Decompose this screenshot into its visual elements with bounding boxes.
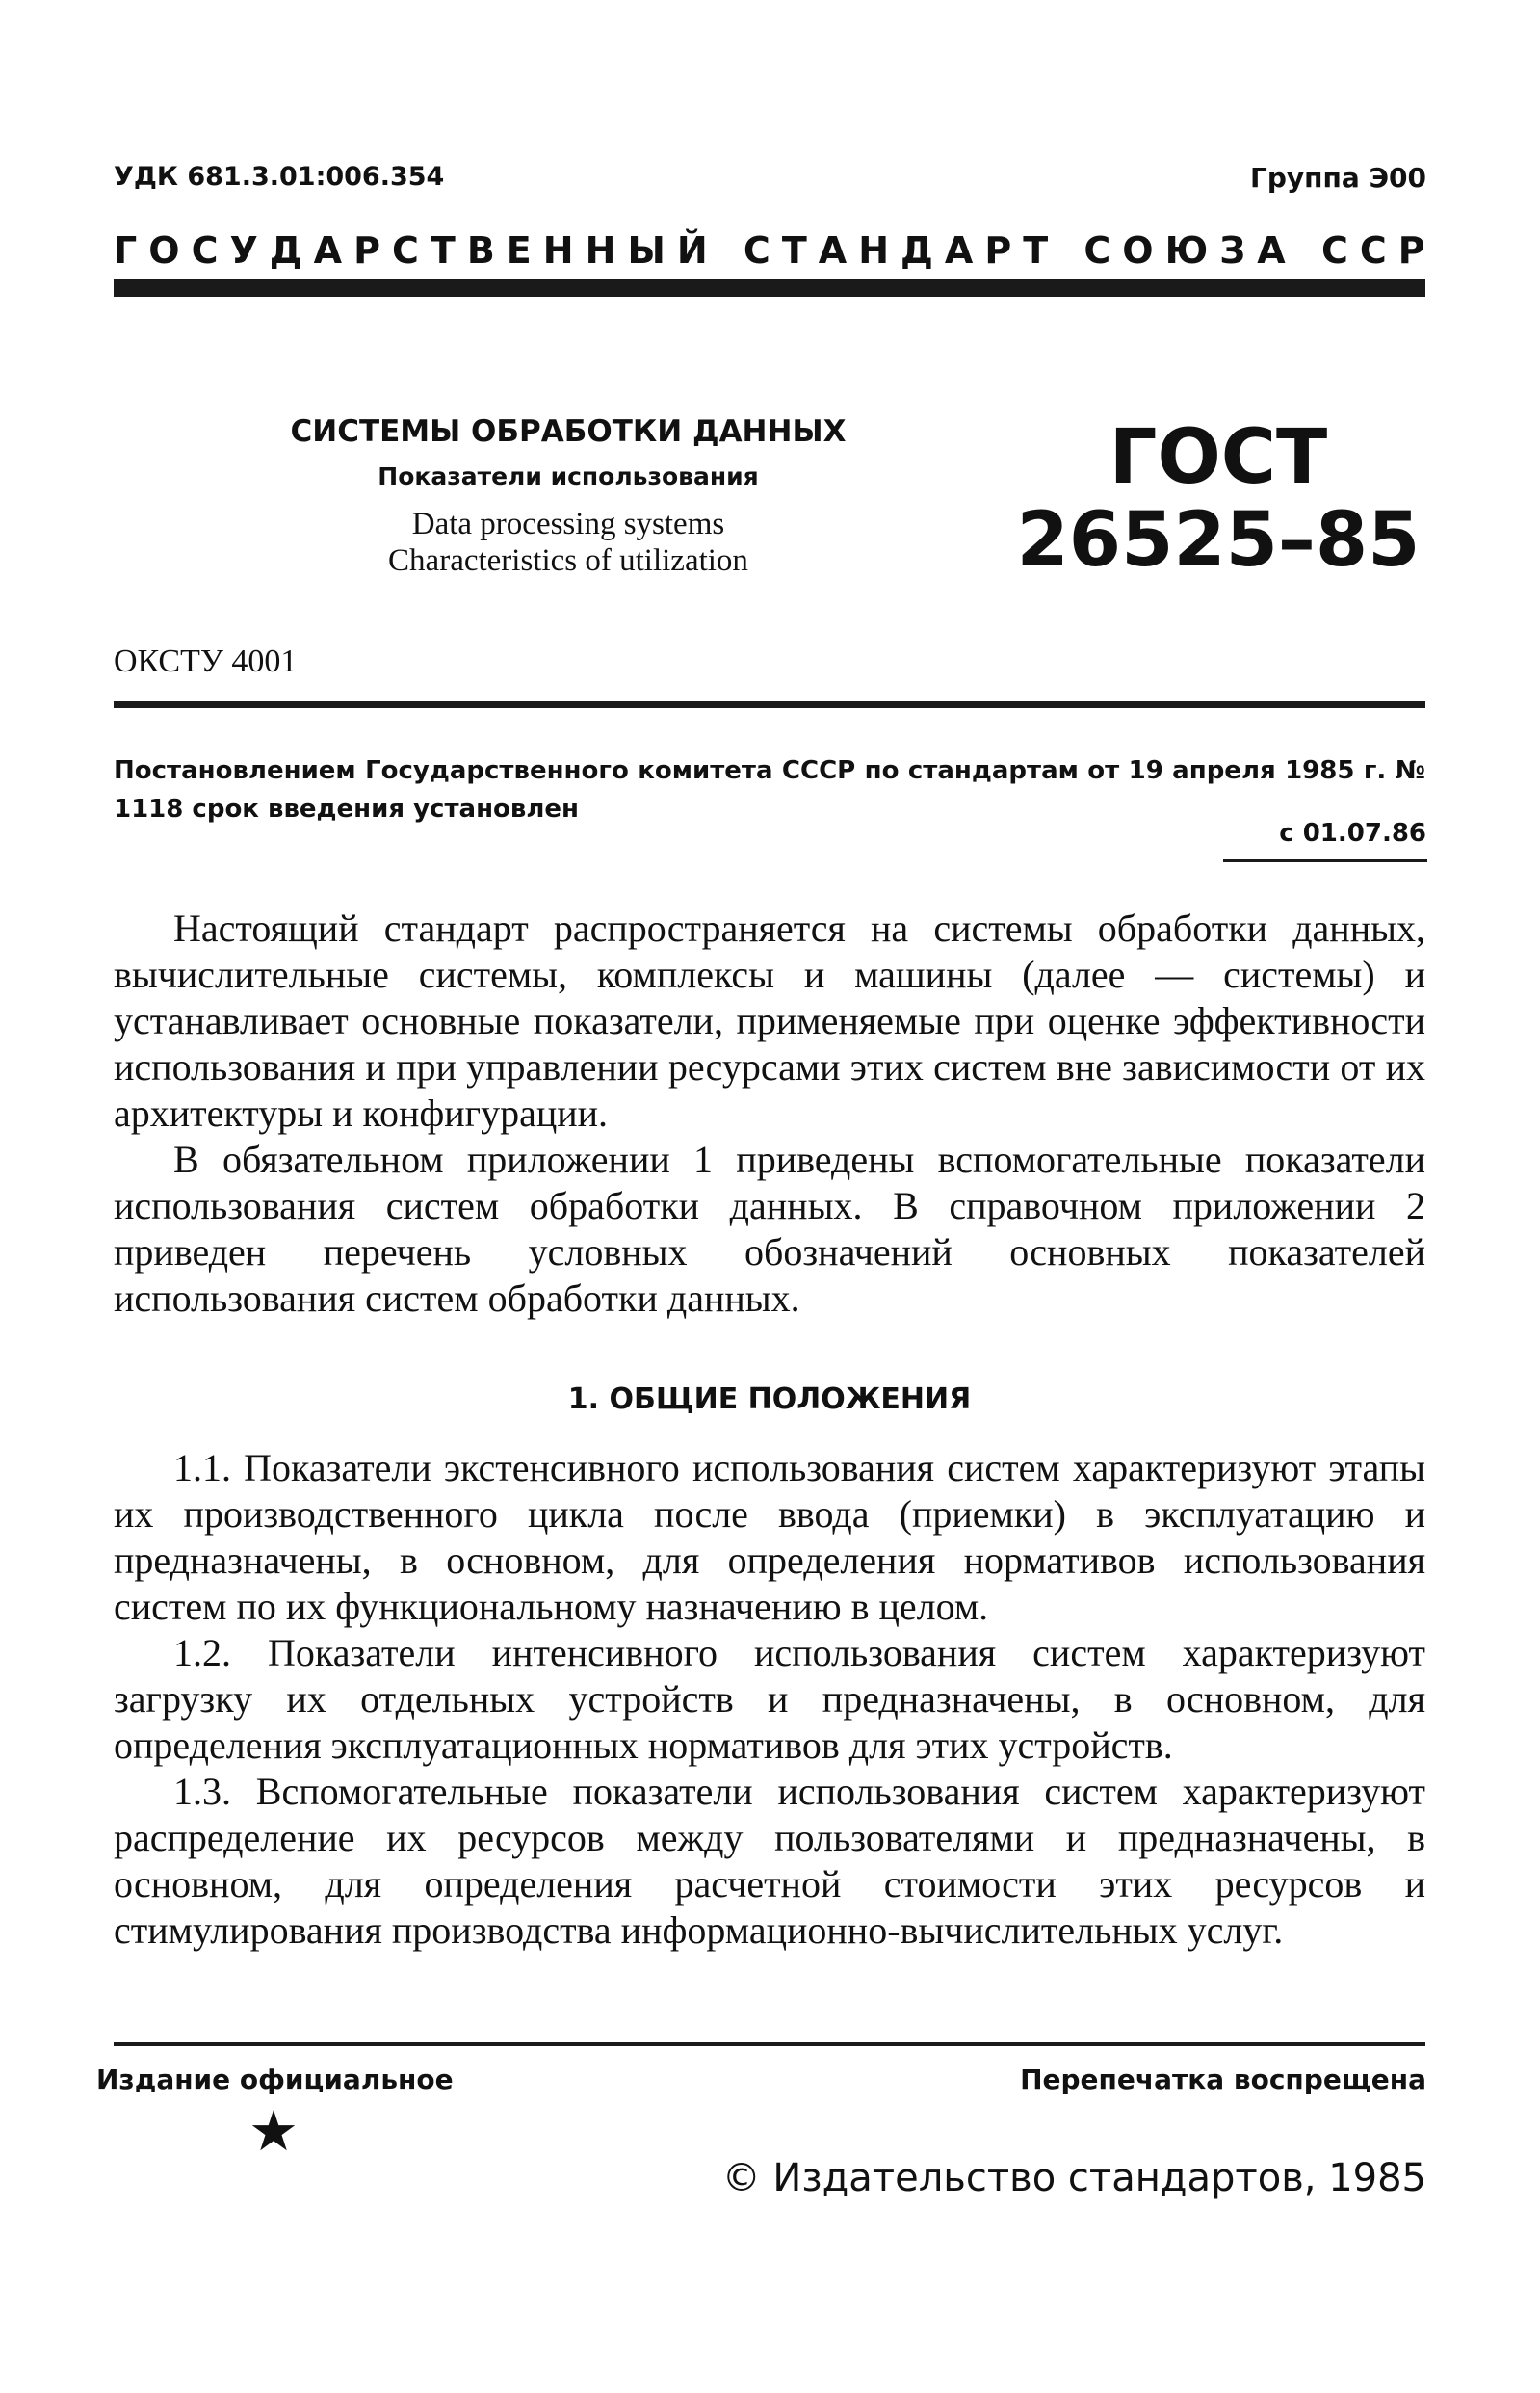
state-standard-letter [1297, 229, 1310, 272]
state-standard-letter: В [466, 229, 495, 272]
state-standard-heading [114, 229, 1425, 272]
copyright: © Издательство стандартов, 1985 [721, 2156, 1426, 2200]
state-standard-letter: Т [430, 229, 456, 272]
header-rule [114, 279, 1425, 297]
state-standard-letter: У [229, 229, 258, 272]
clause-1-1: 1.1. Показатели экстенсивного использования систем характеризуют этапы их производственного цикла после ввода (приемки) в эксплуатацию и предназначены, в основном, для определения нормативов использования систем по их функциональному назначению в целом. [114, 1446, 1425, 1628]
state-standard-letter: Д [901, 229, 933, 272]
state-standard-letter: Д [269, 229, 302, 272]
state-standard-letter: С [1320, 229, 1348, 272]
decree-date-underline [1223, 859, 1427, 862]
state-standard-letter: Н [542, 229, 574, 272]
state-standard-letter: Н [858, 229, 889, 272]
clause-1-3: 1.3. Вспомогательные показатели использования систем характеризуют распределение их ресурсов между пользователями и предназначены, в основном, для определения расчетной стоимости этих ресурсов и стимулирования производства информационно-вычислительных услуг. [114, 1770, 1425, 1952]
udk-code: УДК 681.3.01:006.354 [114, 162, 445, 192]
intro-text [114, 906, 1425, 1322]
state-standard-letter: О [1122, 229, 1154, 272]
reprint-notice: Перепечатка воспрещена [1020, 2064, 1426, 2095]
edition-label: Издание официальное [96, 2064, 454, 2095]
state-standard-letter: С [1359, 229, 1387, 272]
state-standard-letter: А [1257, 229, 1286, 272]
state-standard-letter: Ю [1164, 229, 1209, 272]
decree-date: с 01.07.86 [1279, 819, 1426, 848]
intro-paragraph: В обязательном приложении 1 приведены вспомогательные показатели использования систем обработки данных. В справочном приложении 2 приведен перечень условных обозначений основных показателей использования систем обработки данных. [114, 1138, 1425, 1320]
title-ru-main: СИСТЕМЫ ОБРАБОТКИ ДАННЫХ [290, 414, 847, 449]
gost-designation [1011, 416, 1425, 582]
state-standard-letter: С [391, 229, 419, 272]
star-icon: ★ [248, 2098, 299, 2164]
section-rule [114, 701, 1425, 708]
state-standard-letter: С [191, 229, 219, 272]
state-standard-letter: О [148, 229, 180, 272]
title-ru-sub: Показатели использования [378, 462, 759, 490]
state-standard-letter: З [1219, 229, 1246, 272]
state-standard-letter: Ы [627, 229, 666, 272]
footer-rule [114, 2042, 1425, 2046]
state-standard-letter [1059, 229, 1072, 272]
title-block [289, 414, 848, 579]
gost-label: ГОСТ [1109, 414, 1328, 501]
state-standard-letter: А [818, 229, 848, 272]
state-standard-letter: Р [984, 229, 1012, 272]
state-standard-letter: С [1083, 229, 1111, 272]
state-standard-letter: Н [585, 229, 616, 272]
title-en-line1: Data processing systems [411, 507, 725, 541]
okstu-code: ОКСТУ 4001 [114, 644, 298, 679]
state-standard-letter: А [313, 229, 343, 272]
state-standard-letter: Т [781, 229, 807, 272]
state-standard-letter: Г [114, 229, 138, 272]
state-standard-letter: Р [353, 229, 380, 272]
decree-text: Постановлением Государственного комитета СССР по стандартам от 19 апреля 1985 г. № 1118 срок введения установлен [114, 756, 1425, 824]
gost-number: 26525–85 [1016, 497, 1421, 584]
intro-paragraph: Настоящий стандарт распространяется на системы обработки данных, вычислительные системы, комплексы и машины (далее — системы) и устанавливает основные показатели, применяемые при оценке эффективности использования и при управлении ресурсами этих систем вне зависимости от их архитектуры и конфигурации. [114, 907, 1425, 1135]
state-standard-letter: С [743, 229, 770, 272]
state-standard-letter [719, 229, 732, 272]
section-text [114, 1445, 1425, 1954]
state-standard-letter: Й [676, 229, 708, 272]
group-code: Группа Э00 [1250, 162, 1426, 194]
state-standard-letter: А [944, 229, 974, 272]
clause-1-2: 1.2. Показатели интенсивного использования систем характеризуют загрузку их отдельных устройств и предназначены, в основном, для определения эксплуатационных нормативов для этих устройств. [114, 1631, 1425, 1767]
state-standard-letter: Е [506, 229, 532, 272]
section-title: 1. ОБЩИЕ ПОЛОЖЕНИЯ [567, 1382, 972, 1416]
state-standard-letter: Т [1023, 229, 1049, 272]
state-standard-letter: Р [1397, 229, 1425, 272]
title-en-line2: Characteristics of utilization [388, 543, 748, 578]
